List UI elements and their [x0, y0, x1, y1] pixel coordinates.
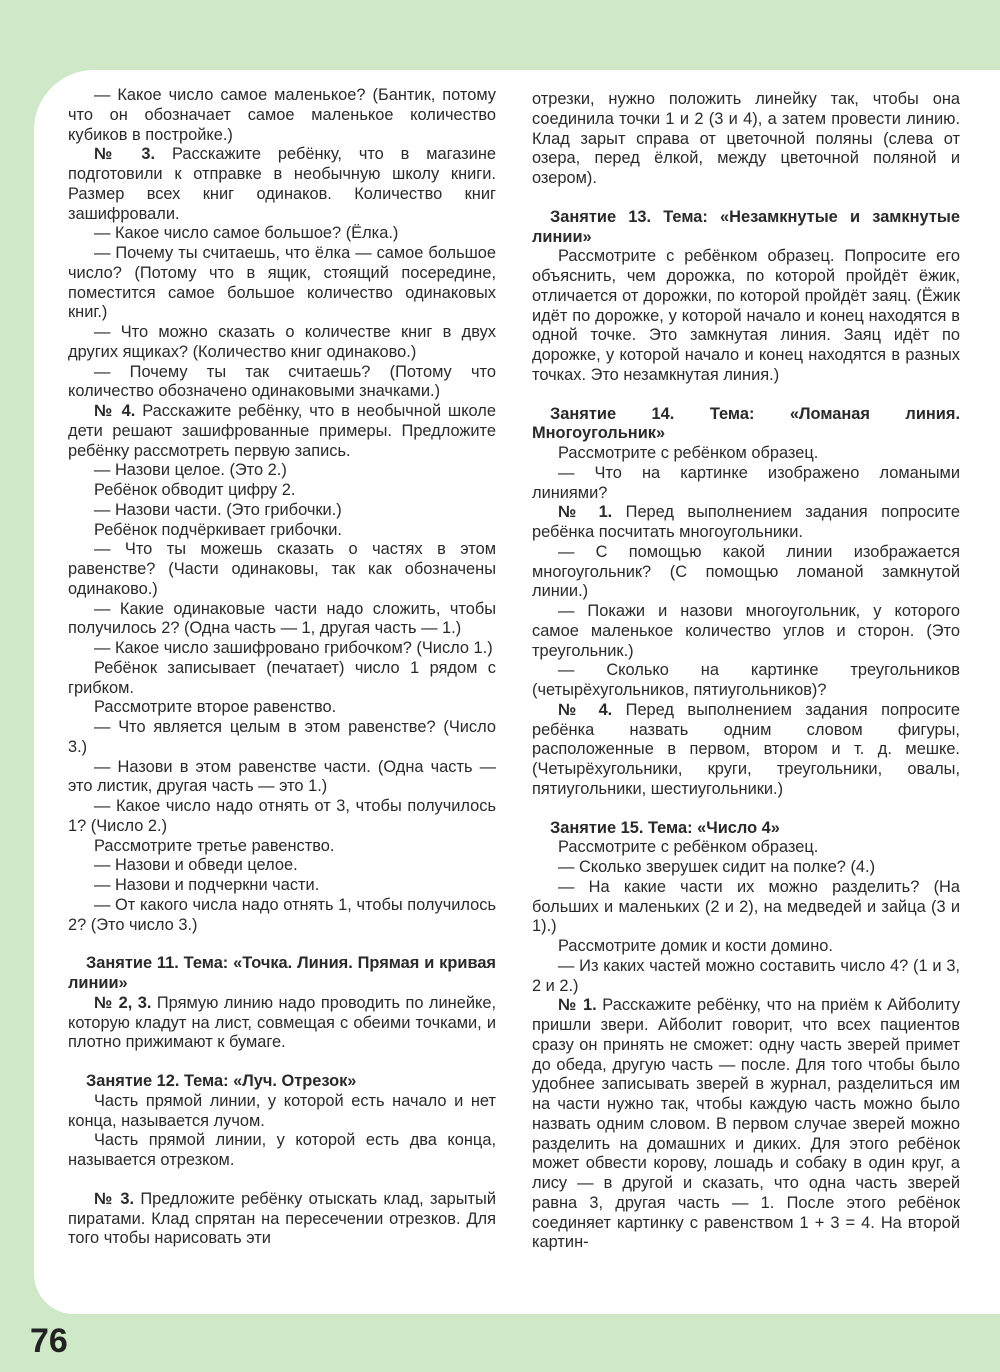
task-paragraph	[532, 701, 960, 800]
paragraph: — Почему ты так считаешь? (Потому что количество обозначено одинаковыми значками.)	[68, 362, 496, 401]
task-text: Перед выполнением задания попросите ребёнка назвать одним словом фигуры, расположенные в первом, втором и т. д. мешке. (Четырёхугольники, круги, треугольники, овалы, пятиугольники, шестиугольники.)	[532, 700, 960, 798]
task-number: № 2, 3.	[94, 993, 152, 1012]
paragraph: — Какое число зашифровано грибочком? (Число 1.)	[94, 639, 493, 657]
paragraph: Ребёнок подчёркивает грибочки.	[94, 520, 342, 539]
task-text: Расскажите ребёнку, что в необычной школе дети решают зашифрованные примеры. Предложите ребёнку рассмотреть первую запись.	[68, 402, 496, 460]
page-number: 76	[30, 1322, 68, 1360]
paragraph: Ребёнок обводит цифру 2.	[94, 481, 296, 499]
paragraph: — Что ты можешь сказать о частях в этом равенстве? (Части одинаковы, так как обозначены одинаково.)	[68, 540, 496, 598]
paragraph-gap	[532, 800, 960, 819]
task-paragraph	[68, 994, 496, 1053]
paragraph-gap	[532, 386, 960, 405]
task-text: Прямую линию надо проводить по линейке, которую кладут на лист, совмещая с обеими точками, и плотно прижимают к бумаге.	[68, 993, 496, 1052]
lesson-heading: Занятие 12. Тема: «Луч. Отрезок»	[86, 1072, 357, 1090]
lesson-heading: Занятие 13. Тема: «Незамкнутые и замкнутые линии»	[532, 207, 960, 246]
paragraph: — Какое число надо отнять от 3, чтобы получилось 1? (Число 2.)	[68, 797, 496, 835]
task-paragraph	[68, 402, 496, 461]
paragraph: — Из каких частей можно составить число 4? (1 и 3, 2 и 2.)	[532, 956, 960, 995]
paragraph: — Сколько на картинке треугольников (четырёхугольников, пятиугольников)?	[532, 661, 960, 699]
paragraph: Рассмотрите второе равенство.	[94, 698, 337, 717]
task-number: № 1.	[558, 996, 597, 1015]
task-number: № 3.	[94, 1189, 135, 1208]
lesson-heading: Занятие 11. Тема: «Точка. Линия. Прямая и кривая линии»	[68, 954, 496, 992]
paragraph: — От какого числа надо отнять 1, чтобы получилось 2? (Это число 3.)	[68, 895, 496, 934]
paragraph: — Покажи и назови многоугольник, у которого самое маленькое количество углов и сторон. (Это треугольник.)	[532, 602, 960, 660]
task-text: Расскажите ребёнку, что на приём к Айболиту пришли звери. Айболит говорит, что всех пациентов сразу он принять не сможет: одну часть зверей примет до обеда, другую часть — после. Для того чтобы было удобнее записывать зверей в журнал, разделиться им на части нужно так, чтобы каждую часть можно было назвать одним словом. В первом случае зверей можно разделить на домашних и диких. Для этого ребёнок может обвести корову, лошадь и собаку в один круг, а лису — в другой и сказать, что одна часть зверей равна 3, другая часть — 1. После этого ребёнок соединяет картинку с равенством 1 + 3 = 4. На второй картин-	[532, 996, 960, 1252]
right-column	[532, 90, 960, 1253]
paragraph: Часть прямой линии, у которой есть начало и нет конца, называется лучом.	[68, 1091, 496, 1130]
paragraph: — С помощью какой линии изображается многоугольник? (С помощью ломаной замкнутой линии.)	[532, 542, 960, 601]
task-text: Предложите ребёнку отыскать клад, зарытый пиратами. Клад спрятан на пересечении отрезков. Для того чтобы нарисовать эти	[68, 1189, 496, 1248]
paragraph: — Почему ты считаешь, что ёлка — самое большое число? (Потому что в ящик, стоящий посередине, поместится самое большое количество одинаковых книг.)	[68, 244, 496, 322]
continued-paragraph: отрезки, нужно положить линейку так, чтобы она соединила точки 1 и 2 (3 и 4), а затем провести линию. Клад зарыт справа от цветочной поляны (слева от озера, перед ёлкой, между цветочной поляной и озером).	[532, 90, 960, 187]
paragraph: — Сколько зверушек сидит на полке? (4.)	[558, 858, 876, 876]
task-paragraph	[68, 145, 496, 224]
task-number: № 3.	[94, 145, 156, 164]
paragraph: Рассмотрите с ребёнком образец. Попросите его объяснить, чем дорожка, по которой пройдёт ёжик, отличается от дорожки, по которой пройдёт заяц. (Ёжик идёт по дорожке, у которой начало и конец находятся в одной точке. Это замкнутая линия. Заяц идёт по дорожке, у которой начало и конец находятся в разных точках. Это незамкнутая линия.)	[532, 247, 960, 384]
paragraph: — Назови и подчеркни части.	[94, 876, 320, 894]
paragraph: Рассмотрите домик и кости домино.	[558, 937, 833, 955]
task-paragraph	[532, 503, 960, 543]
paragraph: — Что на картинке изображено ломаными линиями?	[532, 463, 960, 502]
paragraph: Рассмотрите с ребёнком образец.	[558, 444, 819, 462]
paragraph-gap	[68, 935, 496, 954]
paragraph: Ребёнок записывает (печатает) число 1 рядом с грибком.	[68, 658, 496, 697]
paragraph-gap	[532, 189, 960, 208]
paragraph-gap	[68, 1053, 496, 1072]
paragraph: — Назови части. (Это грибочки.)	[94, 500, 342, 519]
task-text: Перед выполнением задания попросите ребёнка посчитать многоугольники.	[532, 503, 960, 541]
paragraph-gap	[68, 1171, 496, 1190]
paragraph: Рассмотрите с ребёнком образец.	[558, 838, 819, 857]
paragraph: — Что является целым в этом равенстве? (Число 3.)	[68, 718, 496, 756]
paragraph: — Назови в этом равенстве части. (Одна часть — это листик, другая часть — это 1.)	[68, 757, 496, 796]
task-paragraph	[532, 996, 960, 1253]
paragraph: — Какое число самое маленькое? (Бантик, потому что он обозначает самое маленькое количество кубиков в постройке.)	[68, 86, 496, 144]
paragraph: — Назови и обведи целое.	[94, 856, 298, 875]
paragraph: — На какие части их можно разделить? (На больших и маленьких (2 и 2), на медведей и зайца (3 и 1).)	[532, 877, 960, 936]
paragraph: — Что можно сказать о количестве книг в двух других ящиках? (Количество книг одинаково.)	[68, 323, 496, 361]
lesson-heading: Занятие 14. Тема: «Ломаная линия. Многоугольник»	[532, 404, 960, 443]
task-number: № 4.	[558, 700, 613, 719]
task-text: Расскажите ребёнку, что в магазине подготовили к отправке в необычную школу книги. Размер всех книг одинаков. Количество книг зашифровали.	[68, 145, 496, 223]
left-column	[68, 86, 496, 1249]
paragraph: — Какие одинаковые части надо сложить, чтобы получилось 2? (Одна часть — 1, другая часть — 1.)	[68, 599, 496, 638]
paragraph: — Какое число самое большое? (Ёлка.)	[94, 224, 399, 243]
paragraph: Рассмотрите третье равенство.	[94, 836, 335, 855]
task-paragraph	[68, 1190, 496, 1249]
lesson-heading: Занятие 15. Тема: «Число 4»	[550, 818, 780, 837]
paragraph: — Назови целое. (Это 2.)	[94, 461, 287, 480]
task-number: № 1.	[558, 503, 613, 522]
paragraph: Часть прямой линии, у которой есть два конца, называется отрезком.	[68, 1131, 496, 1169]
task-number: № 4.	[94, 402, 136, 420]
